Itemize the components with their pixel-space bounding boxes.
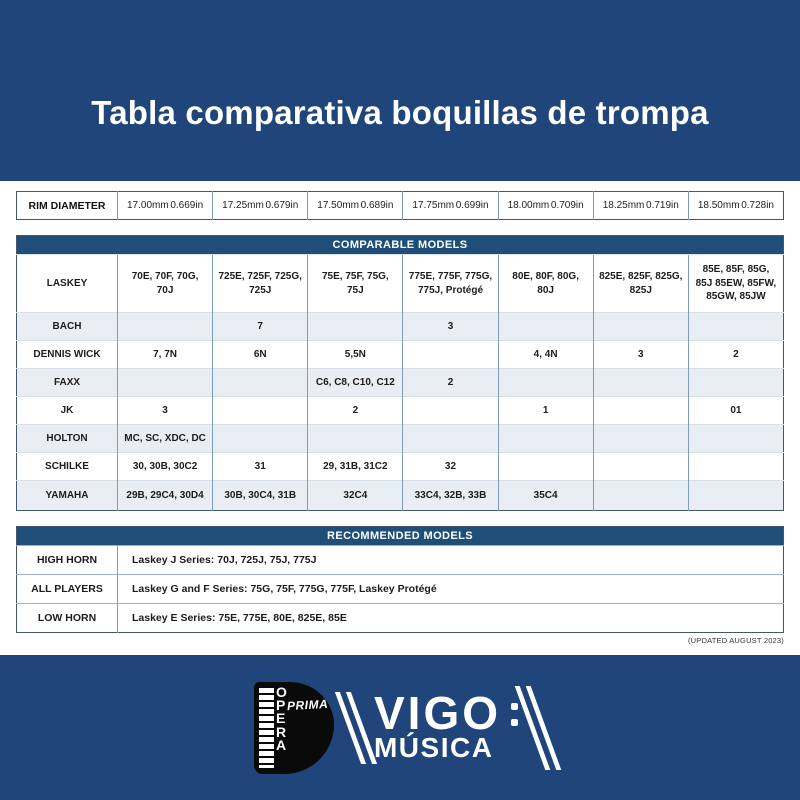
brand-cell: DENNIS WICK: [17, 341, 118, 369]
comparable-models-table: [16, 235, 784, 511]
musica-text: MÚSICA: [373, 732, 494, 764]
model-cell: 70E, 70F, 70G, 70J: [118, 255, 213, 313]
model-cell: 7: [213, 313, 308, 341]
table-row-jk: [17, 397, 784, 425]
model-cell: 3: [403, 313, 498, 341]
model-cell: 7, 7N: [118, 341, 213, 369]
colon-dots-icon: [511, 703, 518, 726]
model-cell: 3: [118, 397, 213, 425]
player-type-cell: LOW HORN: [17, 604, 118, 633]
table-row-faxx: [17, 369, 784, 397]
logo-row: [254, 682, 546, 774]
opera-vertical-text: OPERA: [275, 683, 287, 754]
model-cell: 85E, 85F, 85G, 85J 85EW, 85FW, 85GW, 85JW: [688, 255, 783, 313]
model-cell: 6N: [213, 341, 308, 369]
model-cell: [403, 425, 498, 453]
model-cell: C6, C8, C10, C12: [308, 369, 403, 397]
rim-in: 0.679in: [265, 200, 299, 211]
model-cell: [688, 313, 783, 341]
comparable-header-row: [17, 236, 784, 255]
table-row-low-horn: [17, 604, 784, 633]
model-cell: [213, 369, 308, 397]
table-row-holton: [17, 425, 784, 453]
recommended-header-row: [17, 527, 784, 546]
model-cell: 2: [403, 369, 498, 397]
model-cell: [688, 481, 783, 511]
model-cell: [688, 369, 783, 397]
model-cell: 30B, 30C4, 31B: [213, 481, 308, 511]
rim-mm: 18.00mm: [507, 200, 550, 211]
model-cell: 2: [308, 397, 403, 425]
rim-in: 0.689in: [360, 200, 394, 211]
rim-value-cell: [593, 192, 688, 220]
rim-mm: 17.25mm: [222, 200, 264, 211]
model-cell: [403, 397, 498, 425]
table-row-all-players: [17, 575, 784, 604]
rim-mm: 17.75mm: [412, 200, 455, 211]
model-cell: [213, 425, 308, 453]
model-cell: 2: [688, 341, 783, 369]
updated-note: (UPDATED AUGUST 2023): [687, 636, 784, 645]
brand-cell: YAMAHA: [17, 481, 118, 511]
rim-diameter-table: [16, 191, 784, 220]
rim-in: 0.699in: [455, 200, 489, 211]
model-cell: 30, 30B, 30C2: [118, 453, 213, 481]
model-cell: 31: [213, 453, 308, 481]
model-cell: [498, 369, 593, 397]
brand-cell: BACH: [17, 313, 118, 341]
model-cell: 75E, 75F, 75G, 75J: [308, 255, 403, 313]
comparable-header: COMPARABLE MODELS: [17, 236, 784, 255]
table-row-dennis-wick: [17, 341, 784, 369]
rim-value-cell: [498, 192, 593, 220]
model-cell: [118, 313, 213, 341]
model-cell: [593, 369, 688, 397]
model-cell: [688, 453, 783, 481]
rim-in: 0.728in: [741, 200, 774, 211]
model-cell: [688, 425, 783, 453]
model-cell: 5,5N: [308, 341, 403, 369]
model-cell: 29, 31B, 31C2: [308, 453, 403, 481]
rim-in: 0.669in: [170, 200, 204, 211]
table-row-schilke: [17, 453, 784, 481]
model-cell: [403, 341, 498, 369]
table-row-bach: [17, 313, 784, 341]
model-cell: 3: [593, 341, 688, 369]
rim-diameter-row: [17, 192, 784, 220]
model-cell: MC, SC, XDC, DC: [118, 425, 213, 453]
brand-cell: FAXX: [17, 369, 118, 397]
footer-band: [0, 655, 800, 800]
rim-mm: 17.50mm: [317, 200, 359, 211]
brand-cell: JK: [17, 397, 118, 425]
rim-value-cell: [308, 192, 403, 220]
vigo-musica-logo: [348, 686, 546, 770]
player-type-cell: HIGH HORN: [17, 546, 118, 575]
model-cell: [308, 313, 403, 341]
recommendation-cell: Laskey J Series: 70J, 725J, 75J, 775J: [118, 546, 784, 575]
diagonal-strokes-icon: [348, 692, 364, 764]
model-cell: [213, 397, 308, 425]
rim-mm: 18.25mm: [602, 200, 645, 211]
model-cell: [308, 425, 403, 453]
page-title: Tabla comparativa boquillas de trompa: [91, 93, 709, 131]
rim-in: 0.709in: [550, 200, 584, 211]
recommended-models-table: [16, 526, 784, 633]
model-cell: [498, 425, 593, 453]
header-band: [0, 0, 800, 181]
model-cell: [593, 453, 688, 481]
recommended-header: RECOMMENDED MODELS: [17, 527, 784, 546]
model-cell: 80E, 80F, 80G, 80J: [498, 255, 593, 313]
table-row-high-horn: [17, 546, 784, 575]
content-area: [0, 191, 800, 645]
vigo-text: VIGO: [373, 686, 502, 739]
rim-value-cell: [213, 192, 308, 220]
model-cell: 32: [403, 453, 498, 481]
model-cell: 35C4: [498, 481, 593, 511]
table-row-laskey: [17, 255, 784, 313]
model-cell: 29B, 29C4, 30D4: [118, 481, 213, 511]
rim-value-cell: [403, 192, 498, 220]
recommendation-cell: Laskey E Series: 75E, 775E, 80E, 825E, 85E: [118, 604, 784, 633]
model-cell: [593, 313, 688, 341]
rim-value-cell: [118, 192, 213, 220]
model-cell: 01: [688, 397, 783, 425]
model-cell: 32C4: [308, 481, 403, 511]
brand-cell: LASKEY: [17, 255, 118, 313]
model-cell: 1: [498, 397, 593, 425]
model-cell: 825E, 825F, 825G, 825J: [593, 255, 688, 313]
rim-mm: 17.00mm: [127, 200, 169, 211]
diagonal-strokes-icon: [530, 686, 546, 770]
model-cell: [118, 369, 213, 397]
rim-mm: 18.50mm: [697, 200, 740, 211]
model-cell: [593, 397, 688, 425]
recommendation-cell: Laskey G and F Series: 75G, 75F, 775G, 775F, Laskey Protégé: [118, 575, 784, 604]
player-type-cell: ALL PLAYERS: [17, 575, 118, 604]
model-cell: [593, 481, 688, 511]
table-row-yamaha: [17, 481, 784, 511]
brand-cell: HOLTON: [17, 425, 118, 453]
model-cell: 775E, 775F, 775G, 775J, Protégé: [403, 255, 498, 313]
model-cell: 4, 4N: [498, 341, 593, 369]
rim-in: 0.719in: [646, 200, 679, 211]
opera-prima-logo: [254, 682, 334, 774]
model-cell: [593, 425, 688, 453]
vigo-musica-wordmark: [373, 686, 502, 764]
brand-cell: SCHILKE: [17, 453, 118, 481]
model-cell: 725E, 725F, 725G, 725J: [213, 255, 308, 313]
rim-diameter-label: RIM DIAMETER: [28, 199, 106, 212]
rim-value-cell: [688, 192, 783, 220]
model-cell: [498, 453, 593, 481]
model-cell: [498, 313, 593, 341]
model-cell: 33C4, 32B, 33B: [403, 481, 498, 511]
prima-text: PRIMA: [286, 696, 329, 713]
piano-keys-icon: [258, 687, 275, 769]
